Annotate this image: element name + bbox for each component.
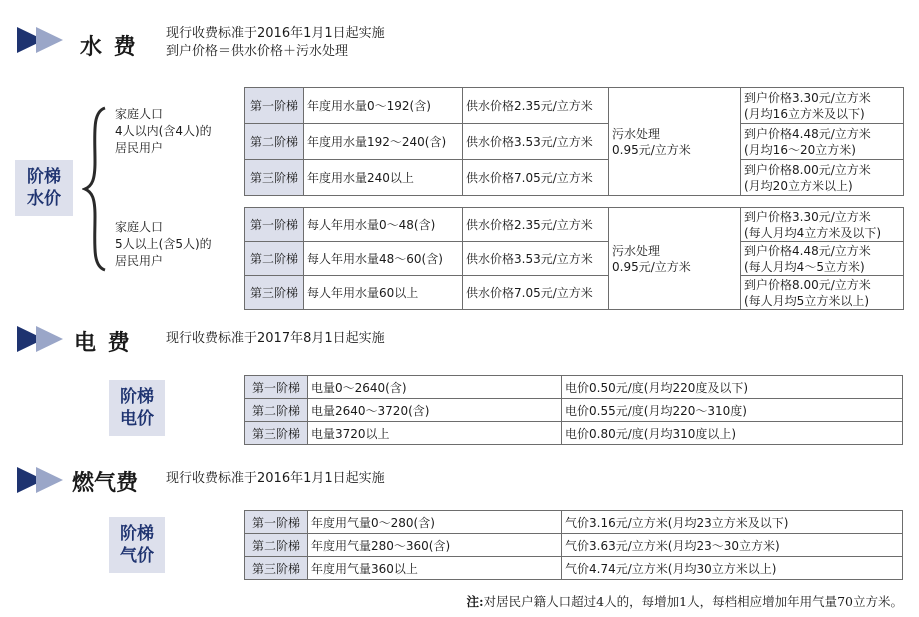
amount-cell: 年度用气量360以上 — [308, 557, 562, 580]
table-row — [245, 557, 903, 580]
water-section-desc — [166, 25, 385, 61]
water-group2-label: 家庭人口 5人以上(含5人)的 居民用户 — [115, 220, 212, 268]
supply-price-cell: 供水价格3.53元/立方米 — [463, 124, 609, 160]
tier-cell: 第一阶梯 — [245, 208, 304, 242]
total-price-cell: 到户价格8.00元/立方米 (月均20立方米以上) — [741, 160, 904, 196]
water-price-formula: 到户价格＝供水价格＋污水处理 — [166, 44, 349, 59]
gas-section-title: 燃气费 — [72, 471, 139, 496]
volume-cell: 每人年用水量0～48(含) — [304, 208, 463, 242]
gas-effective-date: 现行收费标准于2016年1月1日起实施 — [166, 471, 385, 486]
price-cell: 电价0.80元/度(月均310度以上) — [562, 422, 903, 445]
electricity-effective-date: 现行收费标准于2017年8月1日起实施 — [166, 331, 385, 346]
volume-cell: 年度用水量0～192(含) — [304, 88, 463, 124]
amount-cell: 电量3720以上 — [308, 422, 562, 445]
tier-cell: 第二阶梯 — [245, 242, 304, 276]
tier-cell: 第二阶梯 — [245, 399, 308, 422]
water-table-large-household — [244, 207, 904, 310]
amount-cell: 年度用气量280～360(含) — [308, 534, 562, 557]
volume-cell: 每人年用水量60以上 — [304, 276, 463, 310]
supply-price-cell: 供水价格2.35元/立方米 — [463, 208, 609, 242]
electricity-table — [244, 375, 903, 445]
water-tier-label: 阶梯 水价 — [15, 160, 73, 216]
tier-cell: 第三阶梯 — [245, 557, 308, 580]
electricity-tier-label: 阶梯 电价 — [109, 380, 165, 436]
table-row — [245, 511, 903, 534]
footnote — [467, 592, 903, 610]
water-table-small-household — [244, 87, 904, 196]
gas-tier-label: 阶梯 气价 — [109, 517, 165, 573]
volume-cell: 年度用水量192～240(含) — [304, 124, 463, 160]
total-price-cell: 到户价格8.00元/立方米 (每人月均5立方米以上) — [741, 276, 904, 310]
electricity-arrow-icon — [17, 326, 65, 352]
amount-cell: 电量0～2640(含) — [308, 376, 562, 399]
supply-price-cell: 供水价格7.05元/立方米 — [463, 276, 609, 310]
tier-cell: 第一阶梯 — [245, 376, 308, 399]
table-row — [245, 399, 903, 422]
price-cell: 电价0.50元/度(月均220度及以下) — [562, 376, 903, 399]
price-cell: 电价0.55元/度(月均220～310度) — [562, 399, 903, 422]
water-group1-label: 家庭人口 4人以内(含4人)的 居民用户 — [115, 107, 212, 155]
tier-cell: 第三阶梯 — [245, 422, 308, 445]
table-row — [245, 88, 904, 124]
tier-cell: 第二阶梯 — [245, 534, 308, 557]
water-arrow-icon — [17, 27, 65, 53]
price-cell: 气价3.63元/立方米(月均23～30立方米) — [562, 534, 903, 557]
gas-table — [244, 510, 903, 580]
sewage-cell: 污水处理 0.95元/立方米 — [609, 88, 741, 196]
total-price-cell: 到户价格4.48元/立方米 (每人月均4～5立方米) — [741, 242, 904, 276]
table-row — [245, 534, 903, 557]
table-row — [245, 242, 904, 276]
table-row — [245, 208, 904, 242]
sewage-cell: 污水处理 0.95元/立方米 — [609, 208, 741, 310]
volume-cell: 年度用水量240以上 — [304, 160, 463, 196]
tier-cell: 第一阶梯 — [245, 88, 304, 124]
footnote-text: 对居民户籍人口超过4人的，每增加1人，每档相应增加年用气量70立方米。 — [483, 594, 903, 609]
water-effective-date: 现行收费标准于2016年1月1日起实施 — [166, 26, 385, 41]
table-row — [245, 276, 904, 310]
total-price-cell: 到户价格3.30元/立方米 (月均16立方米及以下) — [741, 88, 904, 124]
tier-cell: 第一阶梯 — [245, 511, 308, 534]
amount-cell: 年度用气量0～280(含) — [308, 511, 562, 534]
supply-price-cell: 供水价格3.53元/立方米 — [463, 242, 609, 276]
supply-price-cell: 供水价格2.35元/立方米 — [463, 88, 609, 124]
table-row — [245, 422, 903, 445]
amount-cell: 电量2640～3720(含) — [308, 399, 562, 422]
tier-cell: 第三阶梯 — [245, 276, 304, 310]
volume-cell: 每人年用水量48～60(含) — [304, 242, 463, 276]
table-row — [245, 124, 904, 160]
curly-brace-icon — [82, 106, 108, 272]
tier-cell: 第三阶梯 — [245, 160, 304, 196]
total-price-cell: 到户价格4.48元/立方米 (月均16～20立方米) — [741, 124, 904, 160]
table-row — [245, 376, 903, 399]
electricity-section-title: 电 费 — [74, 331, 132, 356]
water-section-title: 水 费 — [80, 35, 138, 60]
tier-cell: 第二阶梯 — [245, 124, 304, 160]
price-cell: 气价4.74元/立方米(月均30立方米以上) — [562, 557, 903, 580]
supply-price-cell: 供水价格7.05元/立方米 — [463, 160, 609, 196]
price-cell: 气价3.16元/立方米(月均23立方米及以下) — [562, 511, 903, 534]
footnote-prefix: 注: — [466, 594, 484, 609]
total-price-cell: 到户价格3.30元/立方米 (每人月均4立方米及以下) — [741, 208, 904, 242]
gas-arrow-icon — [17, 467, 65, 493]
table-row — [245, 160, 904, 196]
